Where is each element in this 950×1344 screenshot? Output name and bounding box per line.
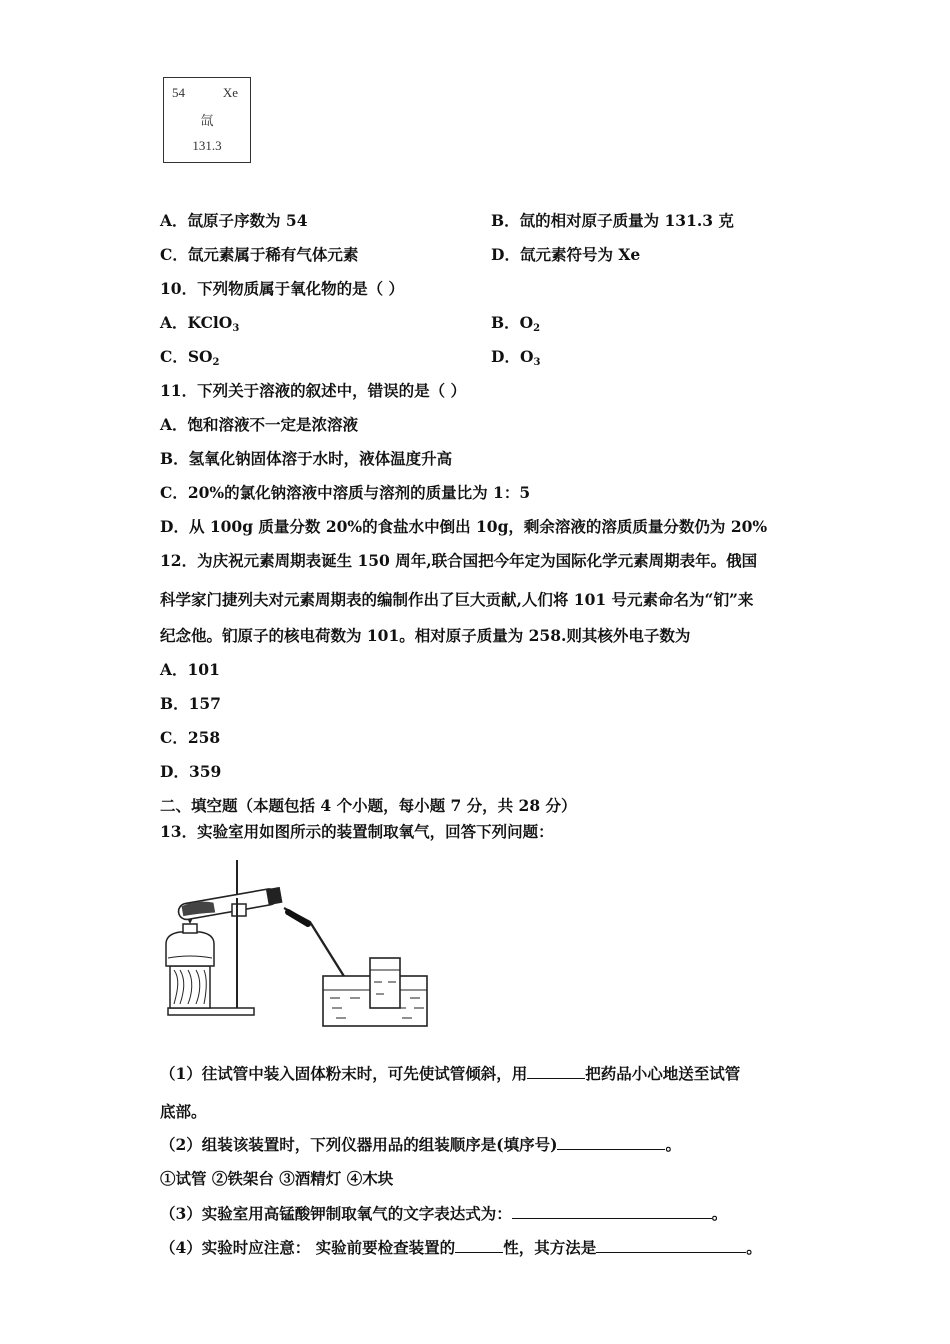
- q12-option-a: A．101: [160, 660, 220, 679]
- element-name: 氙: [200, 113, 214, 128]
- q9-option-d: D．氙元素符号为 Xe: [491, 245, 641, 264]
- stand-base: [168, 1008, 254, 1015]
- section-fill-in-header: 二、填空题（本题包括 4 个小题，每小题 7 分，共 28 分）: [160, 796, 577, 815]
- answer-blank-4[interactable]: [455, 1238, 503, 1253]
- answer-blank-3[interactable]: [512, 1204, 712, 1219]
- q10-stem: 10．下列物质属于氧化物的是（ ）: [160, 279, 404, 298]
- q12-option-b: B．157: [160, 694, 221, 713]
- q12-option-c: C．258: [160, 728, 221, 747]
- q13-part3: （3）实验室用高锰酸钾制取氧气的文字表达式为： 。: [160, 1204, 728, 1223]
- q13-part1: （1）往试管中装入固体粉末时，可先使试管倾斜，用 把药品小心地送至试管: [160, 1064, 741, 1083]
- q10-option-c: C．$SO_2$: [160, 347, 220, 368]
- element-symbol: Xe: [222, 85, 238, 100]
- element-info-box: [163, 77, 251, 163]
- q12-stem-line2: 科学家门捷列夫对元素周期表的编制作出了巨大贡献,人们将 101 号元素命名为“钔”来: [160, 590, 754, 609]
- q10-option-d: D．$O_3$: [491, 347, 541, 368]
- q12-option-d: D．359: [160, 762, 222, 781]
- alcohol-lamp: [166, 932, 214, 966]
- q13-items-list: ①试管 ②铁架台 ③酒精灯 ④木块: [160, 1169, 394, 1188]
- q9-option-a: A．氙原子序数为 54: [160, 211, 308, 230]
- answer-blank-5[interactable]: [596, 1238, 746, 1253]
- q9-option-c: C．氙元素属于稀有气体元素: [160, 245, 359, 264]
- q11-option-a: A．饱和溶液不一定是浓溶液: [160, 415, 359, 434]
- oxygen-apparatus-figure: [160, 858, 435, 1030]
- element-atomic-number: 54: [172, 85, 185, 100]
- answer-blank-2[interactable]: [557, 1135, 665, 1150]
- q13-stem: 13．实验室用如图所示的装置制取氧气，回答下列问题：: [160, 822, 554, 841]
- q11-option-d: D．从 100g 质量分数 20%的食盐水中倒出 10g，剩余溶液的溶质质量分数仍为 20%: [160, 517, 768, 536]
- q11-option-b: B．氢氧化钠固体溶于水时，液体温度升高: [160, 449, 453, 468]
- q10-option-a: A．KClO$_3$: [160, 313, 240, 334]
- q11-stem: 11．下列关于溶液的叙述中，错误的是（ ）: [160, 381, 466, 400]
- q13-part2: （2）组装该装置时，下列仪器用品的组装顺序是(填序号) 。: [160, 1135, 681, 1154]
- q11-option-c: C．20%的氯化钠溶液中溶质与溶剂的质量比为 1：5: [160, 483, 531, 502]
- q13-part4: （4）实验时应注意： 实验前要检查装置的 性，其方法是 。: [160, 1238, 762, 1257]
- answer-blank-1[interactable]: [527, 1064, 585, 1079]
- element-mass: 131.3: [192, 138, 222, 153]
- collecting-bottle: [370, 958, 400, 1008]
- q9-option-b: B．氙的相对原子质量为 131.3 克: [491, 211, 734, 230]
- q12-stem-line1: 12．为庆祝元素周期表诞生 150 周年,联合国把今年定为国际化学元素周期表年。俄国: [160, 551, 758, 570]
- q13-part1-cont: 底部。: [160, 1102, 207, 1121]
- clamp: [232, 904, 246, 916]
- q10-option-b: B．$O_2$: [491, 313, 541, 334]
- q12-stem-line3: 纪念他。钔原子的核电荷数为 101。相对原子质量为 258.则其核外电子数为: [160, 626, 691, 645]
- test-tube: [177, 887, 282, 921]
